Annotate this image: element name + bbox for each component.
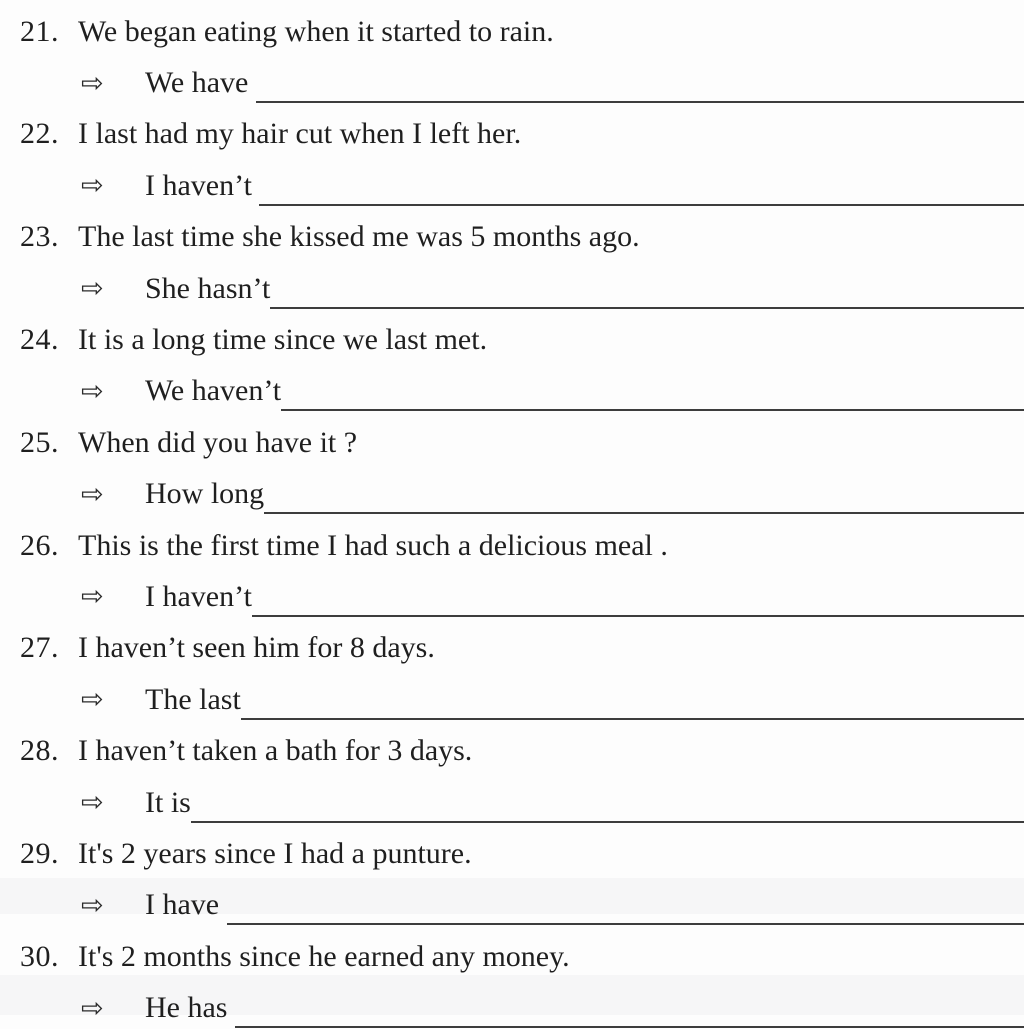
item-sentence: It's 2 months since he earned any money. xyxy=(78,939,570,973)
exercise-item-28 xyxy=(0,725,1024,828)
item-number: 27. xyxy=(20,631,59,665)
sentence-row xyxy=(0,725,1024,776)
rewrite-stem: It is xyxy=(145,785,191,819)
rightwards-arrow-icon: ⇨ xyxy=(81,889,104,921)
item-sentence: The last time she kissed me was 5 months ago. xyxy=(78,220,640,254)
rewrite-row xyxy=(0,982,1024,1029)
item-number: 26. xyxy=(20,528,59,562)
rightwards-arrow-icon: ⇨ xyxy=(81,581,104,613)
item-number: 25. xyxy=(20,425,59,459)
rewrite-row xyxy=(0,571,1024,622)
rewrite-row xyxy=(0,880,1024,931)
exercise-item-26 xyxy=(0,520,1024,623)
rightwards-arrow-icon: ⇨ xyxy=(81,67,104,99)
rewrite-stem: I haven’t xyxy=(145,579,252,613)
item-sentence: I last had my hair cut when I left her. xyxy=(78,117,522,151)
exercise-item-29 xyxy=(0,828,1024,931)
sentence-row xyxy=(0,314,1024,365)
rewrite-stem: I haven’t xyxy=(145,168,260,202)
item-number: 23. xyxy=(20,220,59,254)
rewrite-row xyxy=(0,777,1024,828)
sentence-row xyxy=(0,212,1024,263)
rewrite-row xyxy=(0,160,1024,211)
rightwards-arrow-icon: ⇨ xyxy=(81,273,104,305)
rightwards-arrow-icon: ⇨ xyxy=(81,478,104,510)
answer-blank-line xyxy=(270,271,1024,309)
sentence-row xyxy=(0,931,1024,982)
answer-blank-line xyxy=(227,887,1024,925)
rewrite-row xyxy=(0,263,1024,314)
item-sentence: I haven’t taken a bath for 3 days. xyxy=(78,734,473,768)
rewrite-stem: We haven’t xyxy=(145,374,282,408)
answer-blank-line xyxy=(252,579,1024,617)
item-number: 29. xyxy=(20,836,59,870)
rewrite-stem: We have xyxy=(145,66,256,100)
item-sentence: We began eating when it started to rain. xyxy=(78,14,554,48)
answer-blank-line xyxy=(191,785,1024,823)
answer-blank-line xyxy=(281,373,1024,411)
rewrite-row xyxy=(0,469,1024,520)
exercise-item-24 xyxy=(0,314,1024,417)
rewrite-stem: She hasn’t xyxy=(145,271,271,305)
exercise-item-23 xyxy=(0,212,1024,315)
exercise-item-27 xyxy=(0,623,1024,726)
rewrite-stem: He has xyxy=(145,991,235,1025)
item-number: 21. xyxy=(20,14,59,48)
rewrite-row xyxy=(0,674,1024,725)
exercise-item-22 xyxy=(0,109,1024,212)
answer-blank-line xyxy=(259,168,1024,206)
sentence-row xyxy=(0,6,1024,57)
rightwards-arrow-icon: ⇨ xyxy=(81,684,104,716)
sentence-row xyxy=(0,520,1024,571)
exercise-item-25 xyxy=(0,417,1024,520)
rewrite-row xyxy=(0,57,1024,108)
rightwards-arrow-icon: ⇨ xyxy=(81,992,104,1024)
item-sentence: It is a long time since we last met. xyxy=(78,323,488,357)
sentence-row xyxy=(0,417,1024,468)
item-sentence: It's 2 years since I had a punture. xyxy=(78,836,472,870)
sentence-row xyxy=(0,623,1024,674)
item-sentence: When did you have it ? xyxy=(78,425,358,459)
sentence-row xyxy=(0,828,1024,879)
rewrite-stem: How long xyxy=(145,477,265,511)
rightwards-arrow-icon: ⇨ xyxy=(81,375,104,407)
rightwards-arrow-icon: ⇨ xyxy=(81,170,104,202)
exercise-item-21 xyxy=(0,6,1024,109)
item-number: 28. xyxy=(20,734,59,768)
item-sentence: This is the first time I had such a delicious meal . xyxy=(78,528,668,562)
rightwards-arrow-icon: ⇨ xyxy=(81,787,104,819)
item-number: 22. xyxy=(20,117,59,151)
item-number: 30. xyxy=(20,939,59,973)
answer-blank-line xyxy=(241,682,1024,720)
item-sentence: I haven’t seen him for 8 days. xyxy=(78,631,435,665)
rewrite-stem: I have xyxy=(145,888,227,922)
answer-blank-line xyxy=(235,990,1024,1028)
sentence-row xyxy=(0,109,1024,160)
item-number: 24. xyxy=(20,323,59,357)
rewrite-stem: The last xyxy=(145,682,241,716)
answer-blank-line xyxy=(264,476,1024,514)
rewrite-row xyxy=(0,366,1024,417)
exercise-item-30 xyxy=(0,931,1024,1029)
answer-blank-line xyxy=(256,65,1024,103)
